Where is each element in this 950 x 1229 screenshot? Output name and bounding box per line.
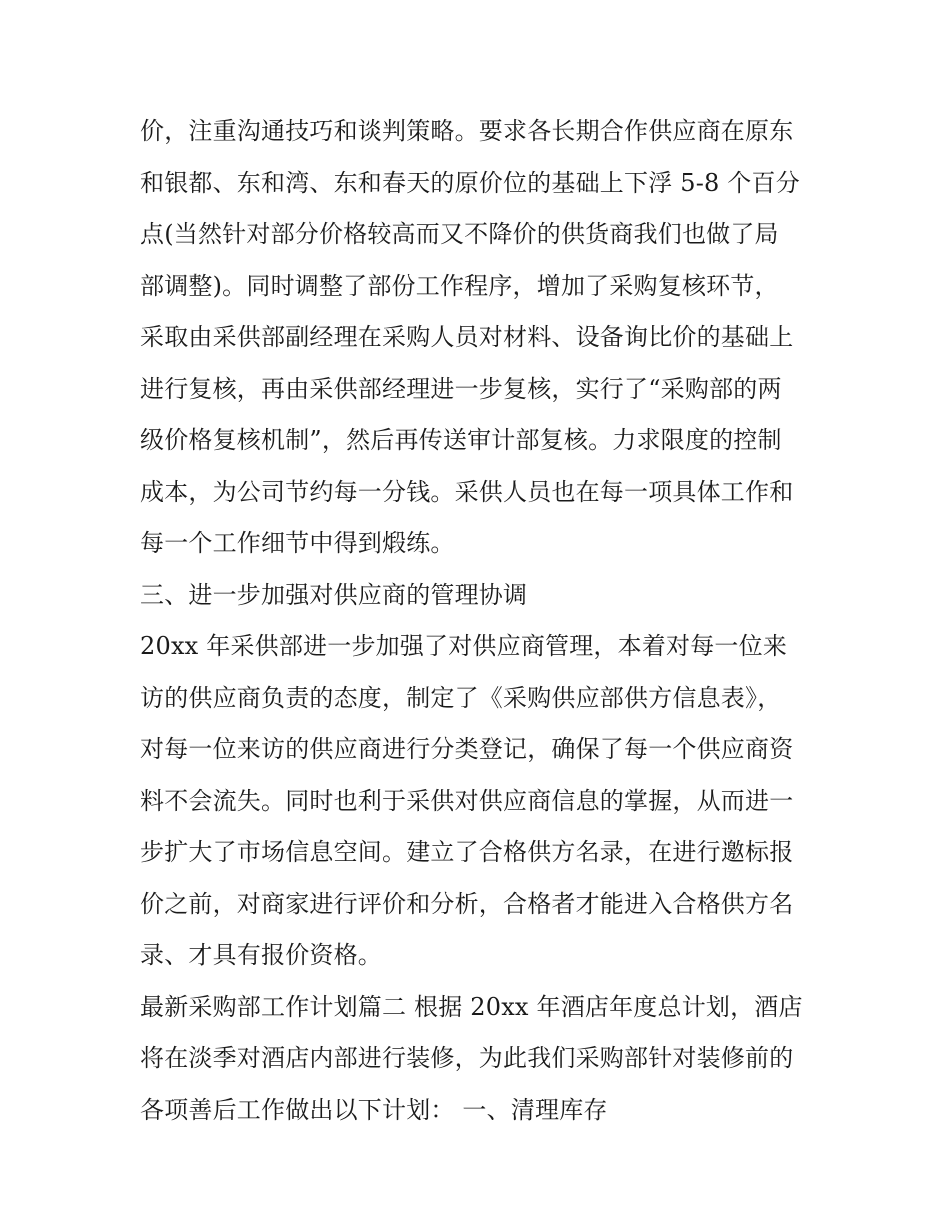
text-line: 对每一位来访的供应商进行分类登记，确保了每一个供应商资 <box>140 735 794 763</box>
document-body <box>140 106 820 1136</box>
text-line: 级价格复核机制”，然后再传送审计部复核。力求限度的控制 <box>140 426 782 454</box>
text-line: 各项善后工作做出以下计划： 一、清理库存 <box>140 1095 608 1124</box>
text-line: 将在淡季对酒店内部进行装修，为此我们采购部针对装修前的 <box>140 1044 794 1072</box>
text-line: 步扩大了市场信息空间。建立了合格供方名录，在进行邀标报 <box>140 838 794 866</box>
text-line: 成本，为公司节约每一分钱。采供人员也在每一项具体工作和 <box>140 477 794 506</box>
text-line: 录、才具有报价资格。 <box>140 941 382 969</box>
text-line: 和银都、东和湾、东和春天的原价位的基础上下浮 5-8 个百分 <box>140 168 800 197</box>
text-line: 价，注重沟通技巧和谈判策略。要求各长期合作供应商在原东 <box>140 117 794 145</box>
text-line: 最新采购部工作计划篇二 根据 20xx 年酒店年度总计划，酒店 <box>140 992 803 1021</box>
section-heading: 三、进一步加强对供应商的管理协调 <box>140 580 528 609</box>
text-line: 每一个工作细节中得到煅练。 <box>140 529 455 557</box>
text-line: 点(当然针对部分价格较高而又不降价的供货商我们也做了局 <box>140 220 779 248</box>
text-line: 部调整)。同时调整了部份工作程序，增加了采购复核环节， <box>140 271 779 300</box>
text-line: 采取由采供部副经理在采购人员对材料、设备询比价的基础上 <box>140 323 794 351</box>
text-line: 料不会流失。同时也利于采供对供应商信息的掌握，从而进一 <box>140 786 794 815</box>
text-line: 20xx 年采供部进一步加强了对供应商管理，本着对每一位来 <box>140 632 788 660</box>
text-line: 访的供应商负责的态度，制定了《采购供应部供方信息表》， <box>140 683 782 712</box>
text-line: 价之前，对商家进行评价和分析，合格者才能进入合格供方名 <box>140 889 794 918</box>
text-line: 进行复核，再由采供部经理进一步复核，实行了“采购部的两 <box>140 374 782 403</box>
